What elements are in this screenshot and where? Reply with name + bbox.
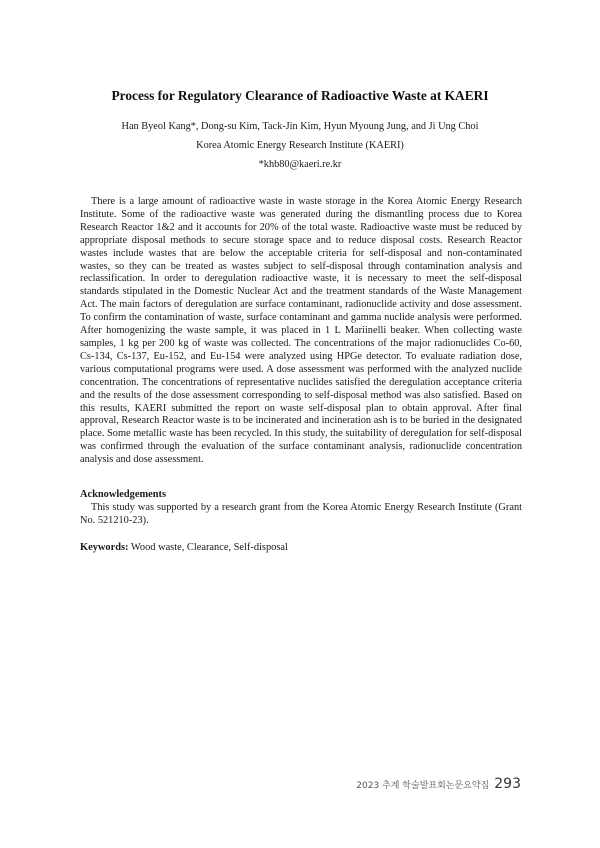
acknowledgements-body: This study was supported by a research grant from the Korea Atomic Energy Research Institute (Grant No. 521210-23). — [80, 502, 522, 526]
keywords-value: Wood waste, Clearance, Self-disposal — [130, 542, 288, 553]
keywords-label: Keywords: — [80, 542, 129, 553]
author-list: Han Byeol Kang*, Dong-su Kim, Tack-Jin Kim, Hyun Myoung Jung, and Ji Ung Choi — [121, 121, 479, 132]
acknowledgements-heading: Acknowledgements — [80, 489, 167, 500]
abstract-body: There is a large amount of radioactive waste in waste storage in the Korea Atomic Energy Research Institute. Some of the radioactive waste was generated during the dismantling process due to Korea Research Reactor 1&2 and it accounts for 20% of the total waste. Radioactive waste must be reduced by appropriate disposal methods to secure storage space and to reduce disposal costs. Research Reactor wastes include wastes that are below the acceptable criteria for self-disposal and non-contaminated wastes, so they can be treated as wastes subject to self-disposal through contamination analysis and reclassification. In order to deregulation radioactive waste, it is necessary to meet the self-disposal standards stipulated in the Domestic Nuclear Act and the treatment standards of the Waste Management Act. The main factors of deregulation are surface contaminant, radionuclide activity and dose assessment. To confirm the contamination of waste, surface contaminant and gamma nuclide analysis were performed. After homogenizing the waste sample, it was placed in 1 L Mariinelli beaker. When collecting waste samples, 1 kg per 200 kg of waste was collected. The concentrations of the major radionuclides Co-60, Cs-134, Cs-137, Eu-152, and Eu-154 were analyzed using HPGe detector. To evaluate radiation dose, various computational programs were used. A dose assessment was performed with the analyzed nuclide concentration. The concentrations of representative nuclides satisfied the deregulation acceptance criteria and the results of the dose assessment corresponding to self-disposal method was also satisfied. Based on this results, KAERI submitted the report on waste self-disposal plan to obtain approval. After final approval, Research Reactor waste is to be incinerated and incineration ash is to be buried in the designated place. Some metallic waste has been recycled. In this study, the suitability of deregulation for self-disposal was confirmed through the evaluation of the surface contaminant analysis, radionuclide concentration analysis and dose assessment. — [80, 196, 522, 466]
page-number: 293 — [494, 776, 521, 792]
keywords-line — [80, 542, 522, 553]
publication-name: 2023 추계 학술발표회논문요약집 — [356, 781, 490, 791]
paper-title: Process for Regulatory Clearance of Radioactive Waste at KAERI — [111, 88, 489, 103]
page-footer — [356, 776, 521, 792]
corresponding-email: *khb80@kaeri.re.kr — [258, 159, 342, 170]
author-affiliation: Korea Atomic Energy Research Institute (KAERI) — [196, 140, 404, 151]
